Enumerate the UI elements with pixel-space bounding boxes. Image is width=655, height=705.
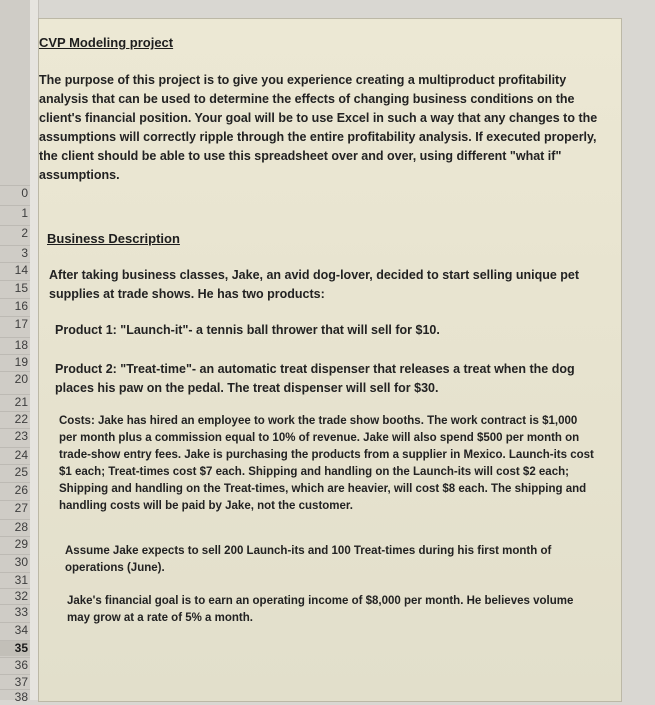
row-number[interactable]: 14 [0,262,30,278]
row-number[interactable]: 24 [0,447,30,463]
row-number[interactable]: 38 [0,689,30,705]
row-number[interactable]: 29 [0,536,30,552]
row-number[interactable]: 36 [0,657,30,673]
product-2-paragraph: Product 2: "Treat-time"- an automatic treat dispenser that releases a treat when the dog places his paw on the pedal. The treat dispenser will sell for $30. [55,362,575,395]
row-number-gutter [0,0,31,704]
row-number[interactable]: 26 [0,482,30,498]
row-number[interactable]: 37 [0,674,30,690]
row-number[interactable]: 30 [0,554,30,570]
document-content [39,19,621,701]
row-number[interactable]: 33 [0,604,30,620]
row-number[interactable]: 16 [0,298,30,314]
row-number[interactable]: 20 [0,371,30,387]
row-number[interactable]: 2 [0,225,30,241]
business-description-heading: Business Description [47,231,180,246]
row-number[interactable]: 27 [0,500,30,516]
row-number[interactable]: 17 [0,316,30,332]
row-number[interactable]: 1 [0,205,30,221]
row-number[interactable]: 31 [0,572,30,588]
product-1-paragraph: Product 1: "Launch-it"- a tennis ball thrower that will sell for $10. [55,323,440,337]
project-title: CVP Modeling project [39,35,174,50]
document-textbox[interactable] [38,18,622,702]
row-number[interactable]: 32 [0,588,30,604]
row-number[interactable]: 25 [0,464,30,480]
costs-paragraph: Costs: Jake has hired an employee to work the trade show booths. The work contract is $1,000 per month plus a commission equal to 10% of revenue. Jake will also spend $500 per month on trade-show entry fees. Jake is purchasing the products from a supplier in Mexico. Launch-its cost $1 each; Treat-times cost $7 each. Shipping and handling on the Launch-its will cost $2 each; Shipping and handling on the Treat-times, which are heavier, will cost $8 each. The shipping and handling costs will be paid by Jake, not the customer. [59,415,594,512]
row-number[interactable]: 3 [0,245,30,261]
sales-assumption-paragraph: Assume Jake expects to sell 200 Launch-its and 100 Treat-times during his first month of operations (June). [65,545,552,574]
row-number[interactable]: 23 [0,428,30,444]
row-number[interactable]: 21 [0,394,30,410]
row-number[interactable]: 19 [0,354,30,370]
row-number[interactable]: 18 [0,337,30,353]
financial-goal-paragraph: Jake's financial goal is to earn an operating income of $8,000 per month. He believes volume may grow at a rate of 5% a month. [67,595,574,624]
row-number[interactable]: 22 [0,411,30,427]
row-number[interactable]: 34 [0,622,30,638]
row-number[interactable]: 28 [0,519,30,535]
row-number[interactable]: 0 [0,185,30,201]
row-number[interactable]: 15 [0,280,30,296]
row-number[interactable]: 35 [0,640,30,656]
intro-paragraph: The purpose of this project is to give you experience creating a multiproduct profitability analysis that can be used to determine the effects of changing business conditions on the client's financial position. Your goal will be to use Excel in such a way that any changes to the assumptions will correctly ripple through the entire profitability analysis. If executed properly, the client should be able to use this spreadsheet over and over, using different "what if" assumptions. [39,73,598,182]
business-intro-paragraph: After taking business classes, Jake, an avid dog-lover, decided to start selling unique pet supplies at trade shows. He has two products: [49,268,580,301]
